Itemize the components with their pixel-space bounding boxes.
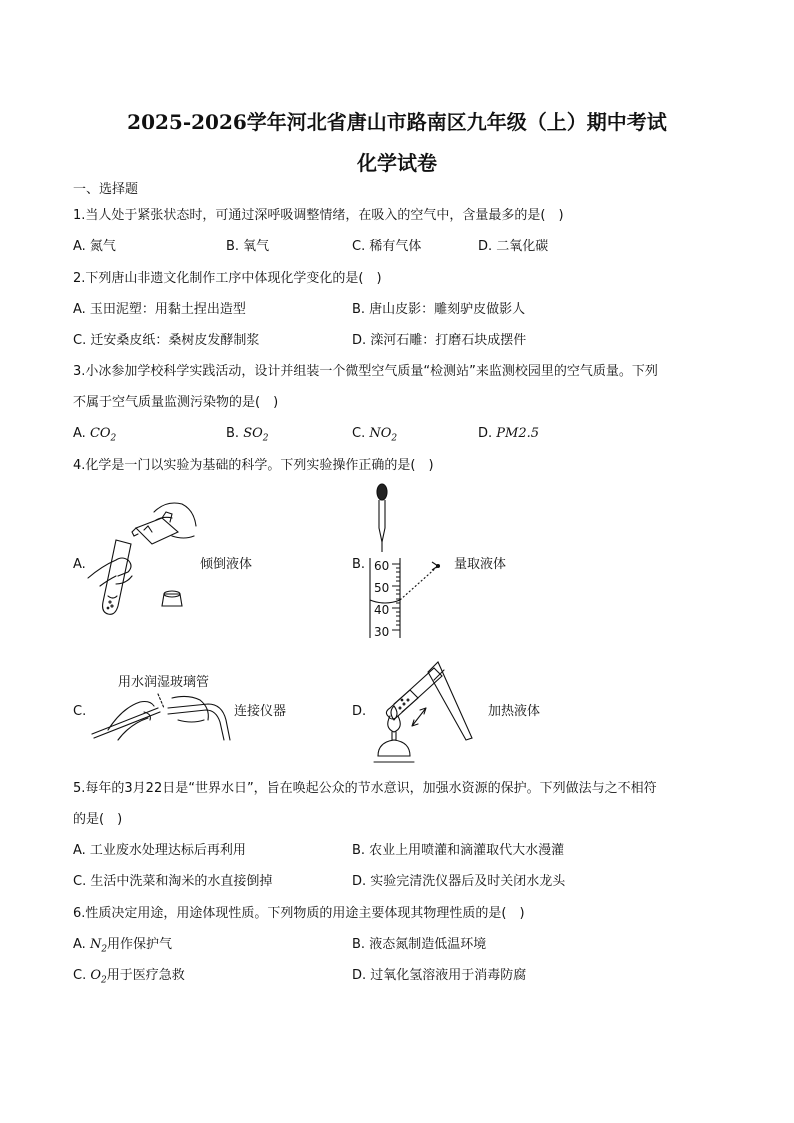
question-6-option-b: B. 液态氮制造低温环境 — [352, 937, 487, 952]
question-3-option-b: B. $SO_2$ — [226, 426, 269, 444]
question-6-option-d: D. 过氧化氢溶液用于消毒防腐 — [352, 968, 527, 983]
connecting-apparatus-illustration — [88, 690, 234, 742]
scale-label-30: 30 — [374, 625, 390, 639]
question-4-option-d-caption: 加热液体 — [488, 704, 541, 719]
pouring-liquid-illustration — [86, 496, 198, 618]
question-5-option-a: A. 工业废水处理达标后再利用 — [73, 843, 246, 858]
scale-label-40: 40 — [374, 603, 390, 617]
question-3-option-a: A. $CO_2$ — [73, 426, 117, 444]
section-heading: 一、选择题 — [73, 182, 139, 197]
question-5-option-b: B. 农业上用喷灌和滴灌取代大水漫灌 — [352, 843, 565, 858]
question-3-stem-line1: 3.小冰参加学校科学实践活动，设计并组装一个微型空气质量“检测站”来监测校园里的空气质量。下列 — [73, 364, 658, 379]
question-3-option-c: C. $NO_2$ — [352, 426, 398, 444]
question-4-option-c-letter: C. — [73, 704, 87, 719]
scale-label-60: 60 — [374, 559, 390, 573]
question-2-option-a: A. 玉田泥塑：用黏土捏出造型 — [73, 302, 246, 317]
exam-subtitle: 化学试卷 — [357, 151, 437, 175]
question-6-stem: 6.性质决定用途，用途体现性质。下列物质的用途主要体现其物理性质的是( ) — [73, 906, 525, 921]
scale-label-50: 50 — [374, 581, 390, 595]
question-1-option-a: A. 氮气 — [73, 239, 116, 254]
question-4-option-a-letter: A. — [73, 557, 86, 572]
question-3-stem-line2: 不属于空气质量监测污染物的是( ) — [73, 395, 279, 410]
question-1-option-d: D. 二氧化碳 — [478, 239, 549, 254]
question-5-stem-line2: 的是( ) — [73, 812, 123, 827]
heating-liquid-illustration — [364, 650, 480, 766]
question-6-option-c: C. $O_2$用于医疗急救 — [73, 968, 185, 986]
question-2-option-d: D. 滦河石雕：打磨石块成摆件 — [352, 333, 527, 348]
question-2-stem: 2.下列唐山非遗文化制作工序中体现化学变化的是( ) — [73, 271, 382, 286]
question-5-stem-line1: 5.每年的3月22日是“世界水日”，旨在唤起公众的节水意识，加强水资源的保护。下列做法与之不相符 — [73, 781, 657, 796]
question-4-stem: 4.化学是一门以实验为基础的科学。下列实验操作正确的是( ) — [73, 458, 434, 473]
question-4-option-b-letter: B. — [352, 557, 366, 572]
question-1-option-c: C. 稀有气体 — [352, 239, 422, 254]
question-5-option-d: D. 实验完清洗仪器后及时关闭水龙头 — [352, 874, 566, 889]
question-3-option-d: D. PM2.5 — [478, 426, 540, 441]
question-2-option-c: C. 迁安桑皮纸：桑树皮发酵制浆 — [73, 333, 260, 348]
question-1-option-b: B. 氧气 — [226, 239, 270, 254]
exam-title: 2025-2026学年河北省唐山市路南区九年级（上）期中考试 — [127, 110, 667, 134]
question-1-stem: 1.当人处于紧张状态时，可通过深呼吸调整情绪，在吸入的空气中，含量最多的是( ) — [73, 208, 564, 223]
question-5-option-c: C. 生活中洗菜和淘米的水直接倒掉 — [73, 874, 273, 889]
question-4-option-c-caption: 连接仪器 — [234, 704, 287, 719]
question-2-option-b: B. 唐山皮影：雕刻驴皮做影人 — [352, 302, 526, 317]
question-4-option-d-letter: D. — [352, 704, 367, 719]
question-4-option-c-note: 用水润湿玻璃管 — [118, 675, 210, 690]
question-4-option-a-caption: 倾倒液体 — [200, 557, 253, 572]
question-6-option-a: A. $N_2$用作保护气 — [73, 937, 173, 955]
question-4-option-b-caption: 量取液体 — [454, 557, 507, 572]
